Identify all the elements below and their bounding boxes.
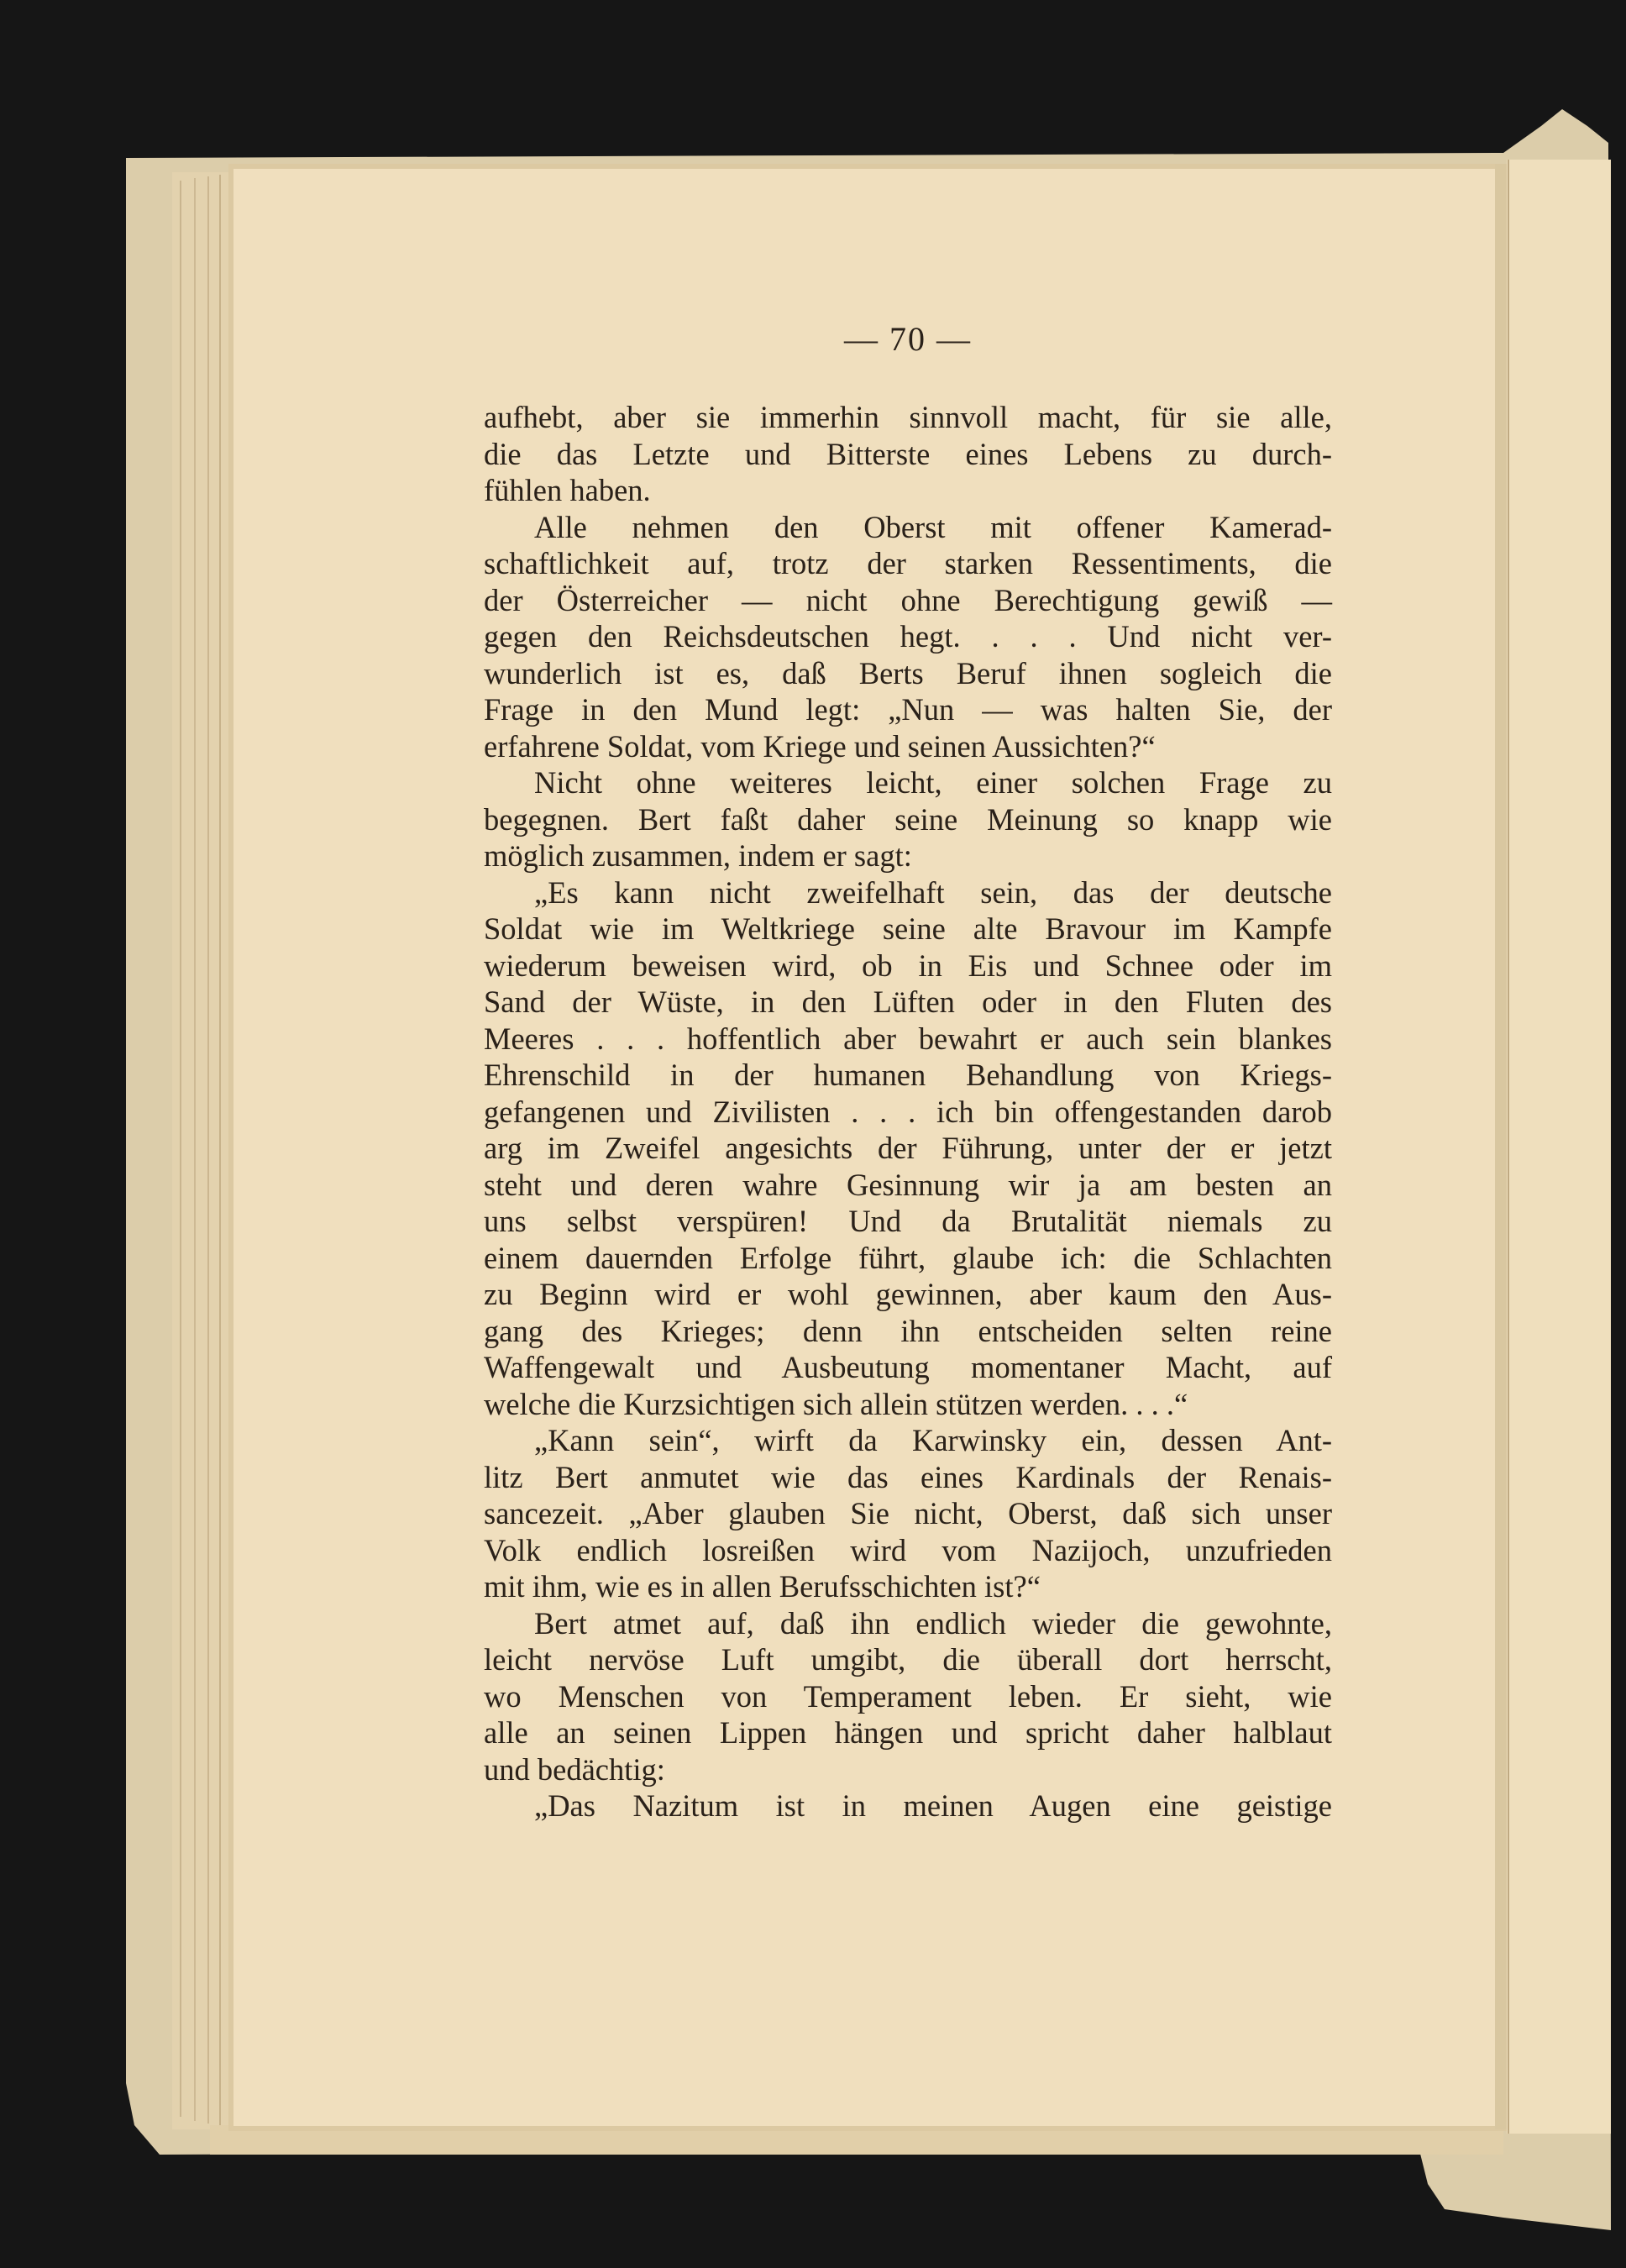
text-line: alle an seinen Lippen hängen und spricht daher halblaut: [484, 1715, 1332, 1750]
text-line: gegen den Reichsdeutschen hegt. . . . Und nicht ver-: [484, 619, 1332, 654]
text-line: wiederum beweisen wird, ob in Eis und Schnee oder im: [484, 948, 1332, 983]
text-line: „Es kann nicht zweifelhaft sein, das der deutsche: [534, 874, 1332, 910]
text-line: leicht nervöse Luft umgibt, die überall dort herrscht,: [484, 1642, 1332, 1677]
text-line: „Das Nazitum ist in meinen Augen eine geistige: [534, 1788, 1332, 1823]
gutter: [1495, 164, 1507, 2129]
text-line: mit ihm, wie es in allen Berufsschichten ist?“: [484, 1569, 1041, 1604]
text-line: möglich zusammen, indem er sagt:: [484, 838, 912, 873]
text-line: „Kann sein“, wirft da Karwinsky ein, dessen Ant-: [534, 1423, 1332, 1457]
text-line: und bedächtig:: [484, 1751, 665, 1787]
text-line: Sand der Wüste, in den Lüften oder in den Fluten des: [484, 984, 1332, 1019]
book-page: [484, 319, 1332, 1873]
body-text: [484, 399, 1332, 1824]
text-line: zu Beginn wird er wohl gewinnen, aber kaum den Aus-: [484, 1277, 1332, 1311]
text-line: Nicht ohne weiteres leicht, einer solchen Frage zu: [534, 765, 1332, 800]
text-line: wunderlich ist es, daß Berts Beruf ihnen sogleich die: [484, 655, 1332, 690]
text-line: Frage in den Mund legt: „Nun — was halten Sie, der: [484, 692, 1332, 727]
text-line: Ehrenschild in der humanen Behandlung von Kriegs-: [484, 1058, 1332, 1092]
text-line: fühlen haben.: [484, 473, 651, 507]
text-line: schaftlichkeit auf, trotz der starken Ressentiments, die: [484, 546, 1332, 580]
text-line: Volk endlich losreißen wird vom Nazijoch, unzufrieden: [484, 1532, 1332, 1567]
facing-page: [1507, 160, 1611, 2134]
text-line: die das Letzte und Bitterste eines Lebens zu durch-: [484, 436, 1332, 471]
text-line: arg im Zweifel angesichts der Führung, unter der er jetzt: [484, 1131, 1332, 1165]
text-line: gang des Krieges; denn ihn entscheiden selten reine: [484, 1313, 1332, 1348]
text-line: wo Menschen von Temperament leben. Er sieht, wie: [484, 1678, 1332, 1714]
text-line: aufhebt, aber sie immerhin sinnvoll macht, für sie alle,: [484, 400, 1332, 434]
text-line: Alle nehmen den Oberst mit offener Kamerad-: [534, 509, 1332, 544]
text-line: gefangenen und Zivilisten . . . ich bin offengestanden darob: [484, 1094, 1332, 1129]
text-line: litz Bert anmutet wie das eines Kardinals der Renais-: [484, 1459, 1332, 1494]
text-line: sancezeit. „Aber glauben Sie nicht, Oberst, daß sich unser: [484, 1496, 1332, 1530]
text-line: begegnen. Bert faßt daher seine Meinung so knapp wie: [484, 801, 1332, 837]
page-number: — 70 —: [844, 320, 972, 358]
text-line: uns selbst verspüren! Und da Brutalität niemals zu: [484, 1204, 1332, 1238]
text-line: steht und deren wahre Gesinnung wir ja am besten an: [484, 1167, 1332, 1202]
text-line: Bert atmet auf, daß ihn endlich wieder die gewohnte,: [534, 1605, 1332, 1641]
text-line: Meeres . . . hoffentlich aber bewahrt er auch sein blankes: [484, 1021, 1332, 1056]
text-line: Soldat wie im Weltkriege seine alte Bravour im Kampfe: [484, 911, 1332, 946]
text-line: Waffengewalt und Ausbeutung momentaner Macht, auf: [484, 1350, 1332, 1384]
text-line: welche die Kurzsichtigen sich allein stützen werden. . . .“: [484, 1386, 1188, 1421]
text-line: erfahrene Soldat, vom Kriege und seinen Aussichten?“: [484, 728, 1156, 764]
text-line: einem dauernden Erfolge führt, glaube ich: die Schlachten: [484, 1240, 1332, 1275]
text-line: der Österreicher — nicht ohne Berechtigung gewiß —: [484, 582, 1332, 617]
